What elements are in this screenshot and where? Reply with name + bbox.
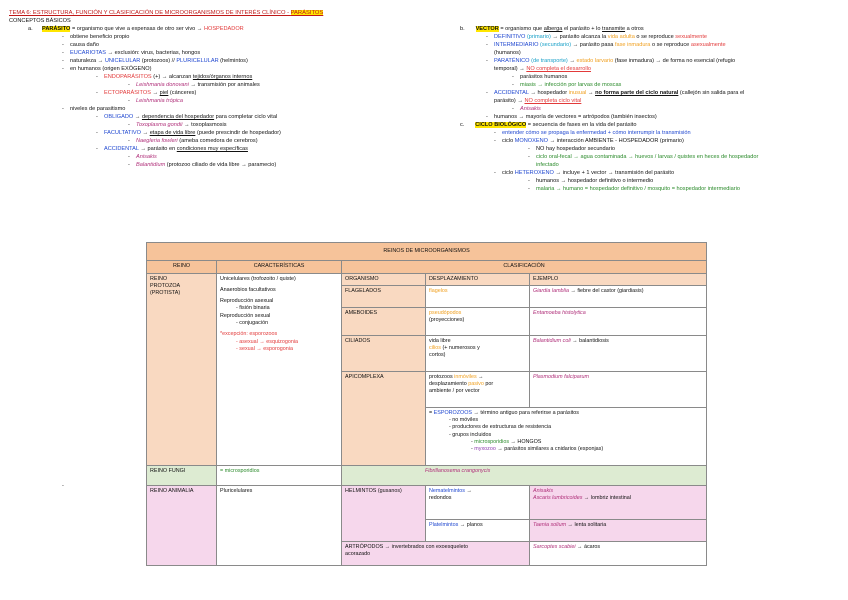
reino-animalia: REINO ANIMALIA — [147, 485, 217, 565]
animalia-caracteristicas: Pluricelulares — [217, 485, 342, 565]
header-organismo: ORGANISMO — [342, 273, 426, 285]
list-item: - ECTOPARÁSITOS → piel (cánceres) — [96, 90, 197, 96]
list-item: - humanos → mayoría de vectores = artrópodos (también insectos) — [486, 114, 657, 120]
desp-flagelados: flagelos — [426, 285, 530, 307]
list-item: - NO hay hospedador secundario — [528, 146, 615, 152]
list-item: - naturaleza → UNICELULAR (protozoos) // PLURICELULAR (helmintos) — [62, 58, 248, 64]
list-item: - INTERMEDIARIO (secundario) → parásito pasa fase inmadura o se reproduce asexualmente — [486, 42, 726, 48]
list-item: - miasis → infección por larvas de moscas — [512, 82, 622, 88]
ej-nematelmintos: Anisakis Ascaris lumbricoides → lombriz intestinal — [530, 485, 707, 519]
parasito-definition: a. PARÁSITO = organismo que vive a expensas de otro ser vivo → HOSPEDADOR — [28, 26, 244, 32]
list-item: - ACCIDENTAL → parásito en condiciones muy específicas — [96, 146, 248, 152]
list-item: - FACULTATIVO → etapa de vida libre (puede prescindir de hospedador) — [96, 130, 281, 136]
desp-apicomplexa: protozoos inmóviles → desplazamiento pasivo por ambiente / por vector — [426, 371, 530, 407]
ej-ameboides: Entamoeba histolytica — [530, 307, 707, 335]
org-apicomplexa: APICOMPLEXA — [342, 371, 426, 465]
list-item: - Leishmania trópica — [128, 98, 183, 104]
list-item: - ENDOPARÁSITOS (+) → alcanzan tejidos/órganos internos — [96, 74, 253, 80]
list-item: - Anisakis — [128, 154, 157, 160]
list-item: - parásitos humanos — [512, 74, 568, 80]
list-item: - Toxoplasma gondii → toxoplasmosis — [128, 122, 227, 128]
table-title: REINOS DE MICROORGANISMOS — [147, 243, 707, 261]
list-item-continuation: parásito) → NO completa ciclo vital — [494, 98, 582, 104]
list-item-continuation: infectado — [536, 162, 559, 168]
desp-ameboides: pseudópodos (proyecciones) — [426, 307, 530, 335]
list-item: - Balantidium (protozoo ciliado de vida libre → paramecio) — [128, 162, 277, 168]
org-flagelados: FLAGELADOS — [342, 285, 426, 307]
org-ciliados: CILIADOS — [342, 335, 426, 371]
org-ameboides: AMEBOIDES — [342, 307, 426, 335]
stray-dash: - — [62, 483, 64, 489]
org-artropodos: ARTRÓPODOS → invertebrados con exoesqueleto acorazado — [342, 541, 530, 565]
list-item: - entender cómo se propaga la enfermedad + cómo interrumpir la transmisión — [494, 130, 691, 136]
col-header-caracteristicas: CARACTERÍSTICAS — [217, 261, 342, 273]
header-desplazamiento: DESPLAZAMIENTO — [426, 273, 530, 285]
list-item: - ACCIDENTAL → hospedador inusual → no forma parte del ciclo natural (callejón sin salida para el — [486, 90, 745, 96]
reino-protozoa: REINO PROTOZOA (PROTISTA) — [147, 273, 217, 465]
ciclo-definition: c. CICLO BIOLÓGICO = secuencia de fases en la vida del parásito — [460, 122, 637, 128]
list-item: - OBLIGADO → dependencia del hospedador para completar ciclo vital — [96, 114, 278, 120]
reino-fungi: REINO FUNGI — [147, 465, 217, 485]
esporozoos-note: = ESPOROZOOS → término antiguo para referirse a parásitos - no móviles - productores de estructuras de resistencia - grupos incluidos - microsporidios → HONGOS - myxozoo → parásitos similares a cnidarios (esponjas) — [426, 407, 707, 465]
org-nematelmintos: Nematelmintos → redondos — [426, 485, 530, 519]
list-item: - ciclo HETEROXENO → incluye + 1 vector → transmisión del parásito — [494, 170, 675, 176]
vector-definition: b. VECTOR = organismo que alberga el parásito + lo transmite a otros — [460, 26, 644, 32]
ej-flagelados: Giardia lamblia → fiebre del castor (giardiasis) — [530, 285, 707, 307]
list-item: - humanos → hospedador definitivo o intermedio — [528, 178, 654, 184]
list-item: - en humanos (origen EXÓGENO) — [62, 66, 152, 72]
fungi-ejemplo: Fibrillanosema crangonycis — [342, 465, 707, 485]
list-item: - Anisakis — [512, 106, 541, 112]
list-item: - causa daño — [62, 42, 99, 48]
desp-ciliados: vida libre cilios (+ numerosos y cortos) — [426, 335, 530, 371]
list-item: - Leishmania donovani → transmisión por animales — [128, 82, 260, 88]
ej-ciliados: Balantidium coli → balantidiosis — [530, 335, 707, 371]
list-item: - DEFINITIVO (primario) → parásito alcanza la vida adulta o se reproduce sexualmente — [486, 34, 707, 40]
header-ejemplo: EJEMPLO — [530, 273, 707, 285]
list-item-continuation: temporal) → NO completa el desarrollo — [494, 66, 591, 72]
list-item: - obtiene beneficio propio — [62, 34, 130, 40]
list-item: - ciclo oral-fecal → agua contaminada → huevos / larvas / quistes en heces de hospedador — [528, 154, 759, 160]
org-platelmintos: Platelmintos → planos — [426, 519, 530, 541]
reinos-table — [146, 242, 707, 566]
list-item: - Naegleria fowleri (ameba comedora de cerebros) — [128, 138, 258, 144]
col-header-reino: REINO — [147, 261, 217, 273]
list-item: - niveles de parasitismo — [62, 106, 126, 112]
protozoa-caracteristicas: Unicelulares (trofozoito / quiste) Anaerobios facultativos Reproducción asexual - fisión binaria Reproducción sexual - conjugación *excepción: esporozoos - asexual → esquizogonia - sexual → esporogonia — [217, 273, 342, 465]
list-item: - PARATÉNICO (de transporte) → estado larvario (fase inmadura) → de forma no esencial (refugio — [486, 58, 736, 64]
ej-apicomplexa: Plasmodium falciparum — [530, 371, 707, 407]
org-helmintos: HELMINTOS (gusanos) — [342, 485, 426, 541]
list-item-continuation: (humanos) — [494, 50, 521, 56]
list-item: - EUCARIOTAS → exclusión: virus, bacterias, hongos — [62, 50, 201, 56]
page-title: TEMA 6: ESTRUCTURA, FUNCIÓN Y CLASIFICACIÓN DE MICROORGANISMOS DE INTERÉS CLÍNICO - PARÁSITOS — [9, 10, 324, 16]
list-item: - ciclo MONOXENO → interacción AMBIENTE - HOSPEDADOR (primario) — [494, 138, 684, 144]
ej-artropodos: Sarcoptes scabiei → ácaros — [530, 541, 707, 565]
list-item: - malaria → humano = hospedador definitivo / mosquito = hospedador intermediario — [528, 186, 740, 192]
ej-platelmintos: Taenia solium → lenta solitaria — [530, 519, 707, 541]
fungi-caracteristicas: = microsporidios — [217, 465, 342, 485]
section-heading: CONCEPTOS BÁSICOS — [9, 18, 71, 24]
col-header-clasificacion: CLASIFICACIÓN — [342, 261, 707, 273]
